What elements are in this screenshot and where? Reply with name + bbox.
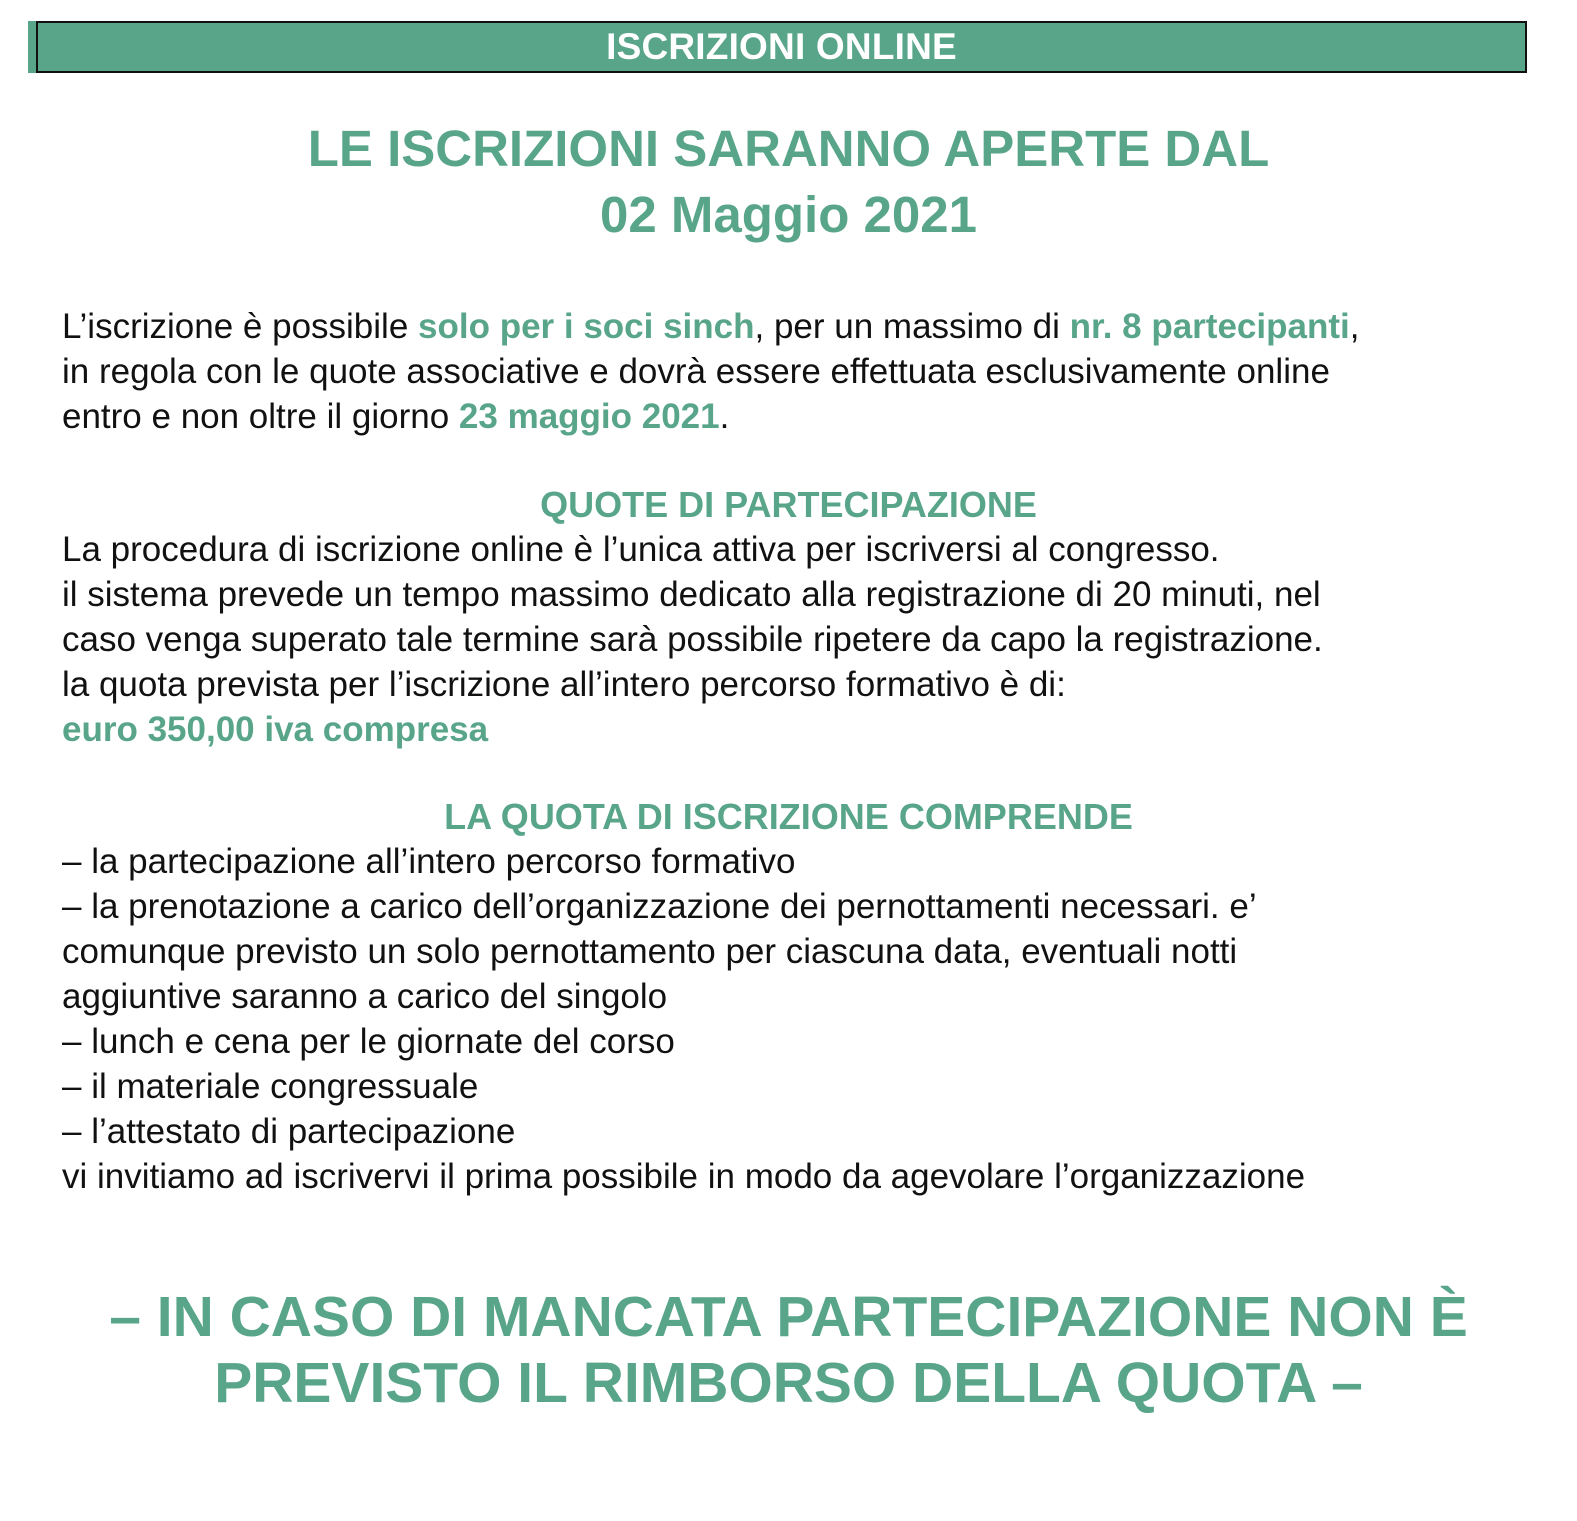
intro-highlight-members: solo per i soci sinch: [418, 307, 755, 346]
includes-section-body: [62, 839, 1532, 1199]
section-header-label: ISCRIZIONI ONLINE: [606, 26, 957, 67]
includes-line: – lunch e cena per le giornate del corso: [62, 1022, 675, 1061]
intro-line-3: [62, 394, 1532, 439]
quote-line: la quota prevista per l’iscrizione all’intero percorso formativo è di:: [62, 665, 1066, 704]
includes-line: – la partecipazione all’intero percorso formativo: [62, 842, 796, 881]
intro-paragraph: [62, 304, 1532, 439]
no-refund-notice-line-2: PREVISTO IL RIMBORSO DELLA QUOTA –: [214, 1351, 1363, 1415]
includes-line: vi invitiamo ad iscrivervi il prima possibile in modo da agevolare l’organizzazione: [62, 1157, 1306, 1196]
quote-line: caso venga superato tale termine sarà possibile ripetere da capo la registrazione.: [62, 620, 1323, 659]
quote-line: La procedura di iscrizione online è l’unica attiva per iscriversi al congresso.: [62, 530, 1220, 569]
intro-text: .: [719, 397, 730, 436]
page-title-line-1: LE ISCRIZIONI SARANNO APERTE DAL: [307, 120, 1270, 177]
quote-line: il sistema prevede un tempo massimo dedicato alla registrazione di 20 minuti, nel: [62, 575, 1321, 614]
intro-text: ,: [1349, 307, 1360, 346]
quote-price: euro 350,00 iva compresa: [62, 710, 489, 749]
header-bar-accent: [28, 21, 36, 73]
intro-highlight-participants: nr. 8 partecipanti: [1069, 307, 1350, 346]
intro-highlight-deadline: 23 maggio 2021: [458, 397, 720, 436]
intro-text: , per un massimo di: [754, 307, 1070, 346]
page-title-line-2: 02 Maggio 2021: [600, 186, 977, 243]
intro-line-2: in regola con le quote associative e dovrà essere effettuata esclusivamente online: [62, 352, 1330, 391]
includes-section-heading: LA QUOTA DI ISCRIZIONE COMPRENDE: [444, 796, 1133, 837]
includes-line: – l’attestato di partecipazione: [62, 1112, 516, 1151]
intro-text: L’iscrizione è possibile: [62, 307, 419, 346]
quote-section-body: [62, 527, 1532, 752]
intro-line-1: [62, 304, 1532, 349]
quote-price-line: [62, 707, 1532, 752]
intro-text: entro e non oltre il giorno: [62, 397, 459, 436]
includes-line: – la prenotazione a carico dell’organizzazione dei pernottamenti necessari. e’: [62, 887, 1257, 926]
no-refund-notice-line-1: – IN CASO DI MANCATA PARTECIPAZIONE NON È: [109, 1285, 1468, 1349]
includes-line: – il materiale congressuale: [62, 1067, 479, 1106]
includes-line: comunque previsto un solo pernottamento per ciascuna data, eventuali notti: [62, 932, 1238, 971]
quote-section-heading: QUOTE DI PARTECIPAZIONE: [540, 484, 1037, 525]
section-header-bar: [36, 21, 1527, 73]
includes-line: aggiuntive saranno a carico del singolo: [62, 977, 668, 1016]
